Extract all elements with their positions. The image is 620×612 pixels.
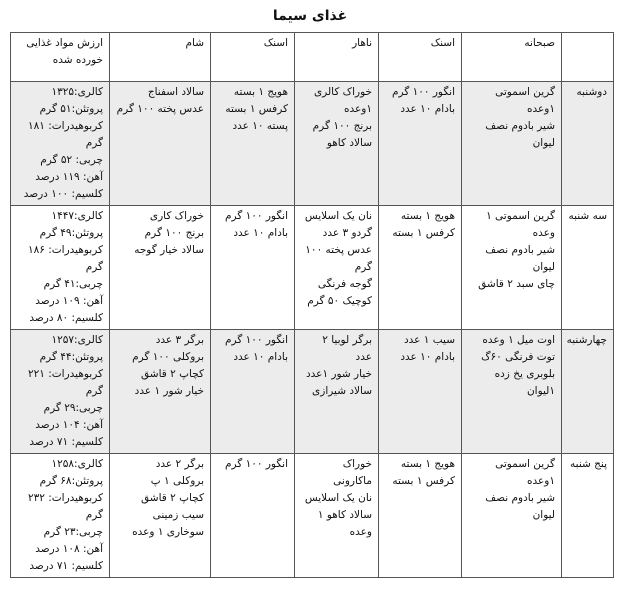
page-title: غذای سیما	[272, 8, 348, 24]
snack-2-cell: هویج ۱ بسته کرفس ۱ بسته پسته ۱۰ عدد	[211, 82, 295, 206]
lunch-cell: نان یک اسلایس گردو ۳ عدد عدس پخته ۱۰۰ گرم گوجه فرنگی کوچیک ۵۰ گرم	[295, 206, 379, 330]
header-nutrition: ارزش مواد غذایی خورده شده	[11, 33, 110, 82]
header-snack-2: اسنک	[211, 33, 295, 82]
dinner-cell: برگر ۲ عدد بروکلی ۱ پ کچاپ ۲ قاشق سیب زمینی سوخاری ۱ وعده	[110, 454, 211, 578]
header-lunch: ناهار	[295, 33, 379, 82]
day-cell: پنج شنبه	[562, 454, 614, 578]
breakfast-cell: گرین اسموتی ۱وعده شیر بادوم نصف لیوان	[462, 82, 562, 206]
nutrition-cell: کالری:۱۳۲۵ پروتئن:۵۱ گرم کربوهیدرات: ۱۸۱ گرم چربی: ۵۲ گرم آهن: ۱۱۹ درصد کلسیم: ۱۰۰ درصد	[11, 82, 110, 206]
header-snack-1: اسنک	[379, 33, 462, 82]
day-cell: چهارشنبه	[562, 330, 614, 454]
snack-2-cell: انگور ۱۰۰ گرم بادام ۱۰ عدد	[211, 206, 295, 330]
nutrition-cell: کالری:۱۲۵۷ پروتئن:۴۴ گرم کربوهیدرات: ۲۲۱ گرم چربی:۲۹ گرم آهن: ۱۰۴ درصد کلسیم: ۷۱ درصد	[11, 330, 110, 454]
header-row	[11, 33, 614, 82]
snack-1-cell: هویج ۱ بسته کرفس ۱ بسته	[379, 454, 462, 578]
lunch-cell: برگر لوبیا ۲ عدد خیار شور ۱عدد سالاد شیرازی	[295, 330, 379, 454]
snack-1-cell: سیب ۱ عدد بادام ۱۰ عدد	[379, 330, 462, 454]
snack-1-cell: هویج ۱ بسته کرفس ۱ بسته	[379, 206, 462, 330]
table-row	[11, 82, 614, 206]
header-day	[562, 33, 614, 82]
header-dinner: شام	[110, 33, 211, 82]
dinner-cell: خوراک کاری برنج ۱۰۰ گرم سالاد خیار گوجه	[110, 206, 211, 330]
table-row	[11, 454, 614, 578]
table-row	[11, 206, 614, 330]
meal-plan-table	[10, 32, 614, 578]
lunch-cell: خوراک کالری ۱وعده برنج ۱۰۰ گرم سالاد کاهو	[295, 82, 379, 206]
breakfast-cell: اوت میل ۱ وعده توت فرنگی ۶۰گ بلوبری یخ زده ۱لیوان	[462, 330, 562, 454]
snack-2-cell: انگور ۱۰۰ گرم	[211, 454, 295, 578]
snack-1-cell: انگور ۱۰۰ گرم بادام ۱۰ عدد	[379, 82, 462, 206]
lunch-cell: خوراک ماکارونی نان یک اسلایس سالاد کاهو ۱ وعده	[295, 454, 379, 578]
day-cell: سه شنبه	[562, 206, 614, 330]
table-row	[11, 330, 614, 454]
breakfast-cell: گرین اسموتی ۱وعده شیر بادوم نصف لیوان	[462, 454, 562, 578]
header-breakfast: صبحانه	[462, 33, 562, 82]
day-cell: دوشنبه	[562, 82, 614, 206]
breakfast-cell: گرین اسموتی ۱ وعده شیر بادوم نصف لیوان چای سبد ۲ قاشق	[462, 206, 562, 330]
dinner-cell: برگر ۳ عدد بروکلی ۱۰۰ گرم کچاپ ۲ قاشق خیار شور ۱ عدد	[110, 330, 211, 454]
nutrition-cell: کالری:۱۴۴۷ پروتئن:۴۹ گرم کربوهیدرات: ۱۸۶ گرم چربی:۴۱ گرم آهن: ۱۰۹ درصد کلسیم: ۸۰ درصد	[11, 206, 110, 330]
nutrition-cell: کالری:۱۲۵۸ پروتئن:۶۸ گرم کربوهیدرات: ۲۳۲ گرم چربی:۲۳ گرم آهن: ۱۰۸ درصد کلسیم: ۷۱ درصد	[11, 454, 110, 578]
dinner-cell: سالاد اسفناج عدس پخته ۱۰۰ گرم	[110, 82, 211, 206]
snack-2-cell: انگور ۱۰۰ گرم بادام ۱۰ عدد	[211, 330, 295, 454]
